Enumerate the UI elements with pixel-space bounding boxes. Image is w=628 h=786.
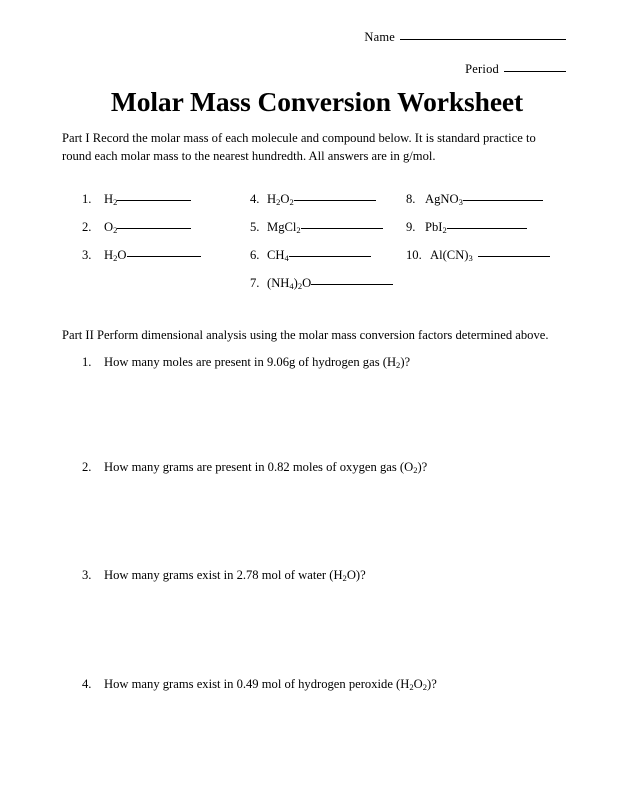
period-label: Period bbox=[465, 62, 499, 76]
molar-mass-formula-grid bbox=[0, 192, 628, 302]
formula-item bbox=[82, 220, 201, 248]
formula-item-number: 2. bbox=[82, 220, 92, 234]
formula-column-3 bbox=[406, 192, 550, 276]
formula-subscript: 2 bbox=[413, 465, 418, 476]
chemical-formula: $CH_4$ bbox=[267, 248, 289, 264]
formula-item-number: 7. bbox=[250, 276, 260, 290]
formula-subscript: 2 bbox=[422, 682, 428, 693]
question-item bbox=[82, 460, 427, 475]
formula-subscript: 2 bbox=[113, 253, 118, 264]
formula-subscript: 2 bbox=[296, 225, 301, 236]
formula-column-1 bbox=[82, 192, 201, 276]
answer-blank[interactable] bbox=[447, 228, 527, 229]
answer-blank[interactable] bbox=[127, 256, 201, 257]
formula-subscript: 2 bbox=[442, 225, 447, 236]
formula-item-number: 6. bbox=[250, 248, 260, 262]
formula-item-number: 4. bbox=[250, 192, 260, 206]
formula-item bbox=[406, 248, 550, 276]
formula-subscript: 2 bbox=[113, 197, 118, 208]
chemical-formula: $H_2$ bbox=[104, 192, 118, 208]
question-item bbox=[82, 677, 437, 692]
formula-column-2 bbox=[250, 192, 393, 304]
question-item bbox=[82, 355, 410, 370]
formula-item bbox=[82, 192, 201, 220]
question-text: How many grams are present in 0.82 moles of oxygen gas $(O_2)$? bbox=[104, 460, 428, 476]
question-item bbox=[82, 568, 366, 583]
chemical-formula: MgCl$_2$ bbox=[267, 220, 301, 236]
question-text: How many moles are present in 9.06g of hydrogen gas $(H_2)$? bbox=[104, 355, 411, 371]
chemical-formula: $Al(CN)_3$ bbox=[430, 248, 473, 264]
answer-blank[interactable] bbox=[311, 284, 393, 285]
name-row bbox=[0, 30, 628, 45]
answer-blank[interactable] bbox=[294, 200, 376, 201]
formula-subscript: 2 bbox=[289, 197, 294, 208]
formula-subscript: 2 bbox=[276, 197, 281, 208]
formula-subscript: 3 bbox=[458, 197, 463, 208]
question-text: How many grams exist in 0.49 mol of hydrogen peroxide $(H_2O_2)$? bbox=[104, 677, 437, 693]
formula-item-number: 9. bbox=[406, 220, 416, 234]
formula-subscript: 4 bbox=[289, 281, 294, 292]
formula-subscript: 2 bbox=[396, 360, 401, 371]
formula-item bbox=[250, 220, 393, 248]
formula-item-number: 8. bbox=[406, 192, 416, 206]
question-number: 2. bbox=[82, 460, 92, 474]
period-input-blank[interactable] bbox=[504, 71, 566, 72]
answer-blank[interactable] bbox=[117, 228, 191, 229]
formula-subscript: 2 bbox=[342, 573, 347, 584]
chemical-formula: PbI$_2$ bbox=[425, 220, 447, 236]
answer-blank[interactable] bbox=[478, 256, 550, 257]
chemical-formula: $(NH_4)_2O$ bbox=[267, 276, 312, 292]
answer-blank[interactable] bbox=[301, 228, 383, 229]
page-title: Molar Mass Conversion Worksheet bbox=[110, 86, 524, 117]
formula-subscript: 4 bbox=[284, 253, 289, 264]
formula-item-number: 5. bbox=[250, 220, 260, 234]
question-number: 3. bbox=[82, 568, 92, 582]
chemical-formula: $O_2$ bbox=[104, 220, 118, 236]
formula-subscript: 3 bbox=[468, 253, 473, 264]
chemical-formula: $H_2O_2$ bbox=[267, 192, 294, 208]
formula-item bbox=[250, 248, 393, 276]
question-text: How many grams exist in 2.78 mol of water $(H_2O)$? bbox=[104, 568, 366, 584]
formula-item bbox=[250, 192, 393, 220]
question-number: 1. bbox=[82, 355, 92, 369]
question-number: 4. bbox=[82, 677, 92, 691]
answer-blank[interactable] bbox=[117, 200, 191, 201]
period-row bbox=[0, 62, 628, 77]
chemical-formula: AgNO$_3$ bbox=[425, 192, 463, 208]
part2-instructions: Part II Perform dimensional analysis using the molar mass conversion factors determined above. bbox=[62, 328, 549, 342]
formula-subscript: 2 bbox=[297, 281, 303, 292]
part1-instructions: Part I Record the molar mass of each molecule and compound below. It is standard practice to round each molar mass to the nearest hundredth. All answers are in g/mol. bbox=[62, 131, 536, 163]
name-input-blank[interactable] bbox=[400, 39, 566, 40]
formula-item-number: 1. bbox=[82, 192, 92, 206]
formula-item bbox=[406, 192, 550, 220]
answer-blank[interactable] bbox=[289, 256, 371, 257]
formula-item bbox=[406, 220, 550, 248]
formula-item bbox=[250, 276, 393, 304]
chemical-formula: $H_2O$ bbox=[104, 248, 127, 264]
formula-item bbox=[82, 248, 201, 276]
name-label: Name bbox=[364, 30, 395, 44]
formula-item-number: 10. bbox=[406, 248, 422, 262]
student-info-header bbox=[0, 30, 628, 77]
formula-subscript: 2 bbox=[409, 682, 414, 693]
formula-subscript: 2 bbox=[113, 225, 118, 236]
formula-item-number: 3. bbox=[82, 248, 92, 262]
answer-blank[interactable] bbox=[463, 200, 543, 201]
